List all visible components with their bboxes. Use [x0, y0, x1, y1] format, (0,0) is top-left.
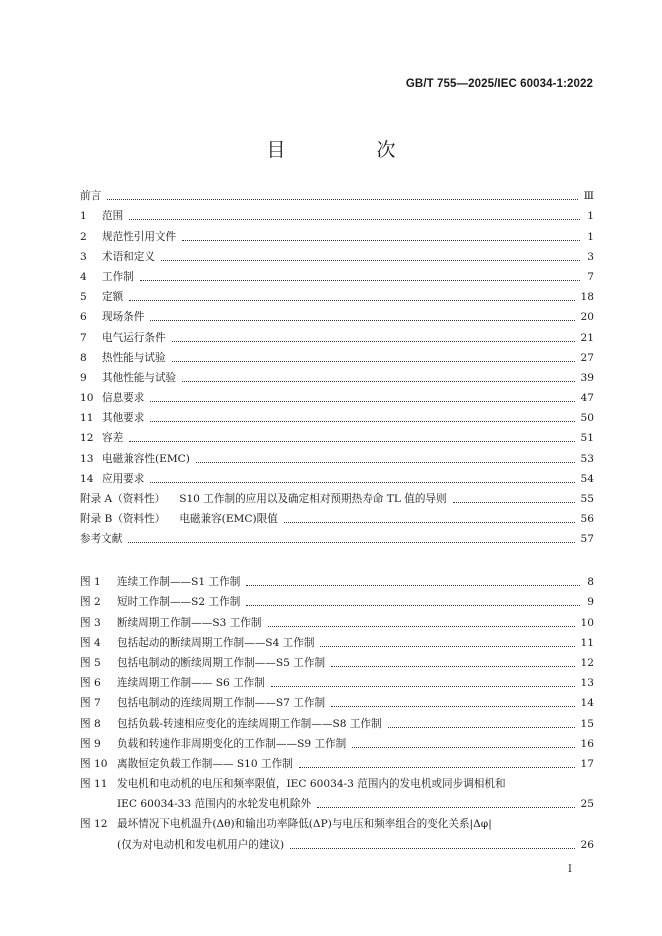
entry-page-number: 51	[580, 432, 594, 445]
entry-title: 其他要求	[102, 412, 145, 425]
entry-number: 4	[80, 270, 87, 283]
figure-entry[interactable]	[80, 633, 594, 653]
entry-number: 图 1	[80, 576, 101, 589]
toc-entry[interactable]	[80, 388, 594, 408]
dot-leader	[182, 381, 574, 382]
toc-entry[interactable]	[80, 327, 594, 347]
entry-number: 7	[80, 331, 87, 344]
entry-title: 最坏情况下电机温升(Δθ)和输出功率降低(ΔP)与电压和频率组合的变化关系|Δφ|	[117, 818, 492, 831]
entry-number: 图 10	[80, 757, 108, 770]
entry-title: 电磁兼容(EMC)限值	[179, 513, 278, 526]
entry-number: 图 3	[80, 616, 101, 629]
entry-page-number: 20	[580, 311, 594, 324]
figure-entry[interactable]	[80, 592, 594, 612]
entry-number: 图 6	[80, 677, 101, 690]
page-number: I	[568, 864, 572, 875]
entry-title: 规范性引用文件	[102, 230, 177, 243]
entry-number: 图 8	[80, 717, 101, 730]
dot-leader	[129, 300, 574, 301]
entry-title: 定额	[102, 291, 124, 304]
toc-entry[interactable]	[80, 307, 594, 327]
page-title: 目 次	[266, 139, 432, 161]
toc-entry[interactable]	[80, 247, 594, 267]
entry-page-number: 26	[580, 838, 594, 851]
toc-entry[interactable]	[80, 267, 594, 287]
figure-entry[interactable]	[80, 774, 594, 794]
entry-title: (仅为对电动机和发电机用户的建议)	[117, 838, 285, 851]
entry-title: 工作制	[102, 270, 134, 283]
toc-entry[interactable]	[80, 206, 594, 226]
entry-number: 图 11	[80, 778, 108, 791]
entry-page-number: 8	[587, 576, 594, 589]
dot-leader	[268, 626, 575, 627]
entry-title: 前言	[80, 190, 102, 203]
dot-leader	[388, 727, 575, 728]
entry-title: IEC 60034-33 范围内的水轮发电机除外	[117, 798, 312, 811]
entry-page-number: 1	[587, 230, 594, 243]
entry-number: 图 7	[80, 697, 101, 710]
toc-entry[interactable]	[80, 348, 594, 368]
entry-page-number: Ⅲ	[583, 190, 594, 203]
figure-entry[interactable]	[80, 653, 594, 673]
dot-leader	[290, 848, 574, 849]
entry-title: S10 工作制的应用以及确定相对预期热寿命 TL 值的导则	[179, 493, 447, 505]
figure-entry[interactable]	[80, 834, 594, 854]
entry-page-number: 14	[580, 697, 594, 710]
entry-number: 3	[80, 250, 87, 263]
figure-entry[interactable]	[80, 673, 594, 693]
entry-title: 容差	[102, 432, 124, 445]
dot-leader	[352, 747, 574, 748]
figure-entry[interactable]	[80, 612, 594, 632]
entry-page-number: 47	[580, 392, 594, 405]
dot-leader	[317, 807, 574, 808]
dot-leader	[161, 260, 580, 261]
toc-entry[interactable]	[80, 368, 594, 388]
entry-title: 包括起动的断续周期工作制——S4 工作制	[117, 636, 315, 649]
dot-leader	[246, 585, 580, 586]
dot-leader	[140, 280, 580, 281]
figure-entry[interactable]	[80, 693, 594, 713]
entry-page-number: 16	[580, 737, 594, 750]
dot-leader	[150, 320, 574, 321]
entry-number: 附录 B（资料性）	[80, 513, 166, 526]
entry-number: 14	[80, 472, 94, 485]
entry-title: 包括负载-转速相应变化的连续周期工作制——S8 工作制	[117, 717, 382, 730]
entry-number: 图 5	[80, 656, 101, 669]
list-of-figures	[80, 572, 594, 855]
figure-entry[interactable]	[80, 814, 594, 834]
standard-code: GB/T 755—2025/IEC 60034-1:2022	[405, 78, 593, 90]
dot-leader	[331, 706, 574, 707]
dot-leader	[453, 502, 575, 503]
toc-entry[interactable]	[80, 529, 594, 549]
entry-title: 应用要求	[102, 472, 145, 485]
toc-entry[interactable]	[80, 186, 594, 206]
entry-page-number: 13	[580, 677, 594, 690]
entry-page-number: 27	[580, 351, 594, 364]
toc-entry[interactable]	[80, 469, 594, 489]
figure-entry[interactable]	[80, 754, 594, 774]
entry-number: 9	[80, 371, 87, 384]
entry-page-number: 1	[587, 210, 594, 223]
dot-leader	[150, 401, 574, 402]
entry-page-number: 3	[587, 250, 594, 263]
dot-leader	[150, 482, 574, 483]
entry-title: 离散恒定负载工作制—— S10 工作制	[117, 757, 293, 770]
entry-title: 发电机和电动机的电压和频率限值，IEC 60034-3 范围内的发电机或同步调相机和	[117, 778, 506, 791]
entry-title: 电气运行条件	[102, 331, 166, 344]
entry-number: 2	[80, 230, 87, 243]
toc-entry[interactable]	[80, 428, 594, 448]
entry-number: 图 2	[80, 596, 101, 609]
entry-page-number: 21	[580, 331, 594, 344]
entry-title: 热性能与试验	[102, 351, 166, 364]
entry-title: 术语和定义	[102, 250, 155, 263]
dot-leader	[299, 767, 575, 768]
toc-entry[interactable]	[80, 287, 594, 307]
toc-entry[interactable]	[80, 408, 594, 428]
entry-number: 图 9	[80, 737, 101, 750]
entry-title: 连续工作制——S1 工作制	[117, 576, 241, 589]
dot-leader	[107, 199, 578, 200]
entry-number: 12	[80, 432, 94, 445]
dot-leader	[129, 219, 580, 220]
entry-title: 参考文献	[80, 533, 123, 546]
entry-title: 断续周期工作制——S3 工作制	[117, 616, 262, 629]
entry-title: 现场条件	[102, 311, 145, 324]
entry-number: 11	[80, 412, 94, 425]
dot-leader	[172, 361, 575, 362]
entry-title: 连续周期工作制—— S6 工作制	[117, 677, 265, 690]
entry-page-number: 55	[580, 493, 594, 505]
toc-entry[interactable]	[80, 448, 594, 468]
dot-leader	[271, 686, 575, 687]
entry-title: 其他性能与试验	[102, 371, 177, 384]
table-of-contents	[80, 186, 594, 549]
entry-page-number: 54	[580, 472, 594, 485]
figure-entry[interactable]	[80, 794, 594, 814]
dot-leader	[182, 240, 580, 241]
entry-title: 包括电制动的断续周期工作制——S5 工作制	[117, 656, 326, 669]
entry-number: 10	[80, 392, 94, 405]
figure-entry[interactable]	[80, 713, 594, 733]
entry-page-number: 50	[580, 412, 594, 425]
toc-entry[interactable]	[80, 226, 594, 246]
entry-title: 范围	[102, 210, 124, 223]
entry-number: 13	[80, 452, 94, 465]
entry-title: 包括电制动的连续周期工作制——S7 工作制	[117, 697, 326, 710]
dot-leader	[284, 522, 575, 523]
toc-entry[interactable]	[80, 489, 594, 509]
entry-page-number: 18	[580, 291, 594, 304]
entry-page-number: 25	[580, 798, 594, 811]
entry-number: 5	[80, 291, 87, 304]
entry-number: 图 12	[80, 818, 108, 831]
entry-page-number: 39	[580, 371, 594, 384]
entry-page-number: 56	[580, 513, 594, 526]
entry-page-number: 11	[580, 636, 594, 649]
entry-number: 8	[80, 351, 87, 364]
dot-leader	[128, 542, 574, 543]
entry-title: 电磁兼容性(EMC)	[102, 452, 190, 465]
entry-number: 附录 A（资料性）	[80, 493, 166, 505]
entry-page-number: 53	[580, 452, 594, 465]
dot-leader	[320, 646, 574, 647]
entry-page-number: 57	[580, 533, 594, 546]
entry-title: 短时工作制——S2 工作制	[117, 596, 241, 609]
entry-number: 图 4	[80, 636, 101, 649]
toc-entry[interactable]	[80, 509, 594, 529]
dot-leader	[129, 441, 574, 442]
figure-entry[interactable]	[80, 734, 594, 754]
entry-page-number: 7	[587, 270, 594, 283]
entry-title: 负载和转速作非周期变化的工作制——S9 工作制	[117, 737, 347, 750]
entry-number: 1	[80, 210, 87, 223]
dot-leader	[196, 462, 575, 463]
entry-page-number: 9	[587, 596, 594, 609]
dot-leader	[331, 666, 574, 667]
entry-page-number: 12	[580, 656, 594, 669]
entry-page-number: 15	[580, 717, 594, 730]
entry-number: 6	[80, 311, 87, 324]
dot-leader	[172, 341, 575, 342]
entry-page-number: 17	[580, 757, 594, 770]
figure-entry[interactable]	[80, 572, 594, 592]
entry-title: 信息要求	[102, 392, 145, 405]
dot-leader	[246, 605, 580, 606]
entry-page-number: 10	[580, 616, 594, 629]
dot-leader	[150, 421, 574, 422]
